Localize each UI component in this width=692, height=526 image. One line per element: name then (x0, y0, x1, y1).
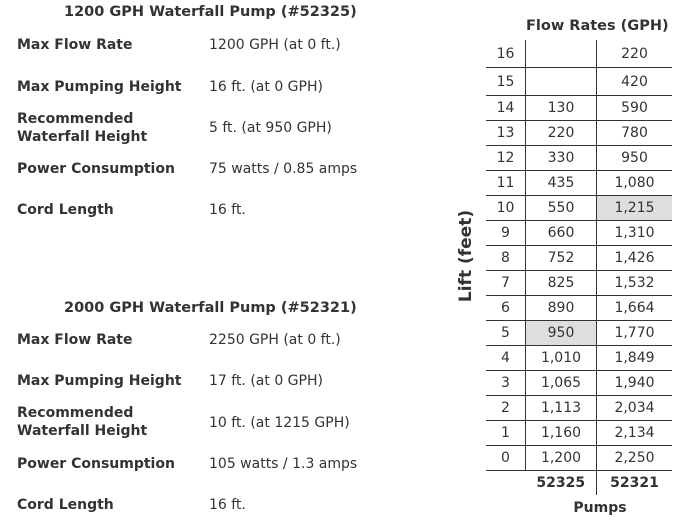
table-row (486, 246, 672, 271)
spec-label: Max Flow Rate (17, 37, 133, 53)
lift-cell: 5 (486, 321, 526, 346)
table-row (486, 96, 672, 121)
lift-cell: 6 (486, 296, 526, 321)
flow-cell: 2,034 (597, 396, 673, 421)
spec-value: 1200 GPH (at 0 ft.) (209, 37, 341, 53)
lift-cell: 9 (486, 221, 526, 246)
lift-cell: 15 (486, 68, 526, 96)
flow-cell: 1,532 (597, 271, 673, 296)
flow-cell: 1,080 (597, 171, 673, 196)
lift-cell: 7 (486, 271, 526, 296)
flow-cell: 825 (526, 271, 597, 296)
table-row (486, 371, 672, 396)
spec-label: Max Pumping Height (17, 79, 182, 95)
pumps-axis-label: Pumps (573, 500, 627, 516)
table-row (486, 271, 672, 296)
spec-value: 105 watts / 1.3 amps (209, 456, 358, 472)
flow-cell: 950 (597, 146, 673, 171)
lift-cell: 14 (486, 96, 526, 121)
lift-cell: 10 (486, 196, 526, 221)
lift-cell: 0 (486, 446, 526, 471)
spec-label: Power Consumption (17, 456, 175, 472)
flow-rates-table (486, 40, 672, 495)
table-header-row (486, 471, 672, 496)
flow-cell: 1,310 (597, 221, 673, 246)
flow-cell: 890 (526, 296, 597, 321)
table-row (486, 121, 672, 146)
flow-cell: 420 (597, 68, 673, 96)
spec-value: 75 watts / 0.85 amps (209, 161, 358, 177)
table-row (486, 40, 672, 68)
table-row (486, 346, 672, 371)
spec-label: Recommended Waterfall Height (17, 111, 148, 145)
table-row (486, 221, 672, 246)
flow-cell: 435 (526, 171, 597, 196)
spec-value: 10 ft. (at 1215 GPH) (209, 415, 350, 431)
flow-cell: 1,215 (597, 196, 673, 221)
flow-cell: 130 (526, 96, 597, 121)
table-row (486, 421, 672, 446)
pump-column-header: 52321 (610, 475, 659, 491)
flow-cell: 1,113 (526, 396, 597, 421)
flow-cell: 1,160 (526, 421, 597, 446)
flow-cell: 1,010 (526, 346, 597, 371)
spec-label: Max Flow Rate (17, 332, 133, 348)
flow-cell: 752 (526, 246, 597, 271)
lift-cell: 3 (486, 371, 526, 396)
header-empty-cell (486, 471, 526, 496)
spec-value: 16 ft. (at 0 GPH) (209, 79, 323, 95)
spec-label: Cord Length (17, 202, 114, 218)
flow-cell: 330 (526, 146, 597, 171)
flow-cell: 1,849 (597, 346, 673, 371)
lift-cell: 16 (486, 40, 526, 68)
lift-cell: 1 (486, 421, 526, 446)
pump-column-header: 52325 (526, 471, 597, 496)
flow-cell: 1,200 (526, 446, 597, 471)
spec-value: 17 ft. (at 0 GPH) (209, 373, 323, 389)
table-row (486, 196, 672, 221)
spec-label: Cord Length (17, 497, 114, 513)
flow-cell: 220 (526, 121, 597, 146)
flow-cell: 550 (526, 196, 597, 221)
table-row (486, 396, 672, 421)
lift-cell: 4 (486, 346, 526, 371)
spec-value: 2250 GPH (at 0 ft.) (209, 332, 341, 348)
spec-value: 16 ft. (209, 202, 246, 218)
table-row (486, 446, 672, 471)
table-row (486, 68, 672, 96)
flow-cell (526, 68, 597, 96)
flow-cell: 1,770 (597, 321, 673, 346)
flow-cell: 780 (597, 121, 673, 146)
flow-cell: 1,664 (597, 296, 673, 321)
pump2-title: 2000 GPH Waterfall Pump (#52321) (64, 300, 357, 316)
flow-cell: 1,426 (597, 246, 673, 271)
lift-cell: 8 (486, 246, 526, 271)
spec-label: Power Consumption (17, 161, 175, 177)
flow-cell: 1,065 (526, 371, 597, 396)
spec-label: Recommended Waterfall Height (17, 405, 148, 439)
flow-cell: 220 (597, 40, 673, 68)
flow-table-title: Flow Rates (GPH) (526, 18, 669, 34)
flow-cell: 590 (597, 96, 673, 121)
flow-table-body (486, 40, 672, 495)
spec-value: 5 ft. (at 950 GPH) (209, 120, 332, 136)
flow-cell: 2,134 (597, 421, 673, 446)
flow-cell: 1,940 (597, 371, 673, 396)
table-row (486, 146, 672, 171)
lift-axis-label: Lift (feet) (456, 209, 476, 303)
lift-cell: 13 (486, 121, 526, 146)
table-row (486, 296, 672, 321)
flow-cell: 950 (526, 321, 597, 346)
flow-cell: 2,250 (597, 446, 673, 471)
spec-label: Max Pumping Height (17, 373, 182, 389)
table-row (486, 171, 672, 196)
lift-cell: 2 (486, 396, 526, 421)
pump1-title: 1200 GPH Waterfall Pump (#52325) (64, 4, 357, 20)
table-row (486, 321, 672, 346)
lift-cell: 12 (486, 146, 526, 171)
spec-value: 16 ft. (209, 497, 246, 513)
lift-cell: 11 (486, 171, 526, 196)
flow-cell (526, 40, 597, 68)
flow-cell: 660 (526, 221, 597, 246)
